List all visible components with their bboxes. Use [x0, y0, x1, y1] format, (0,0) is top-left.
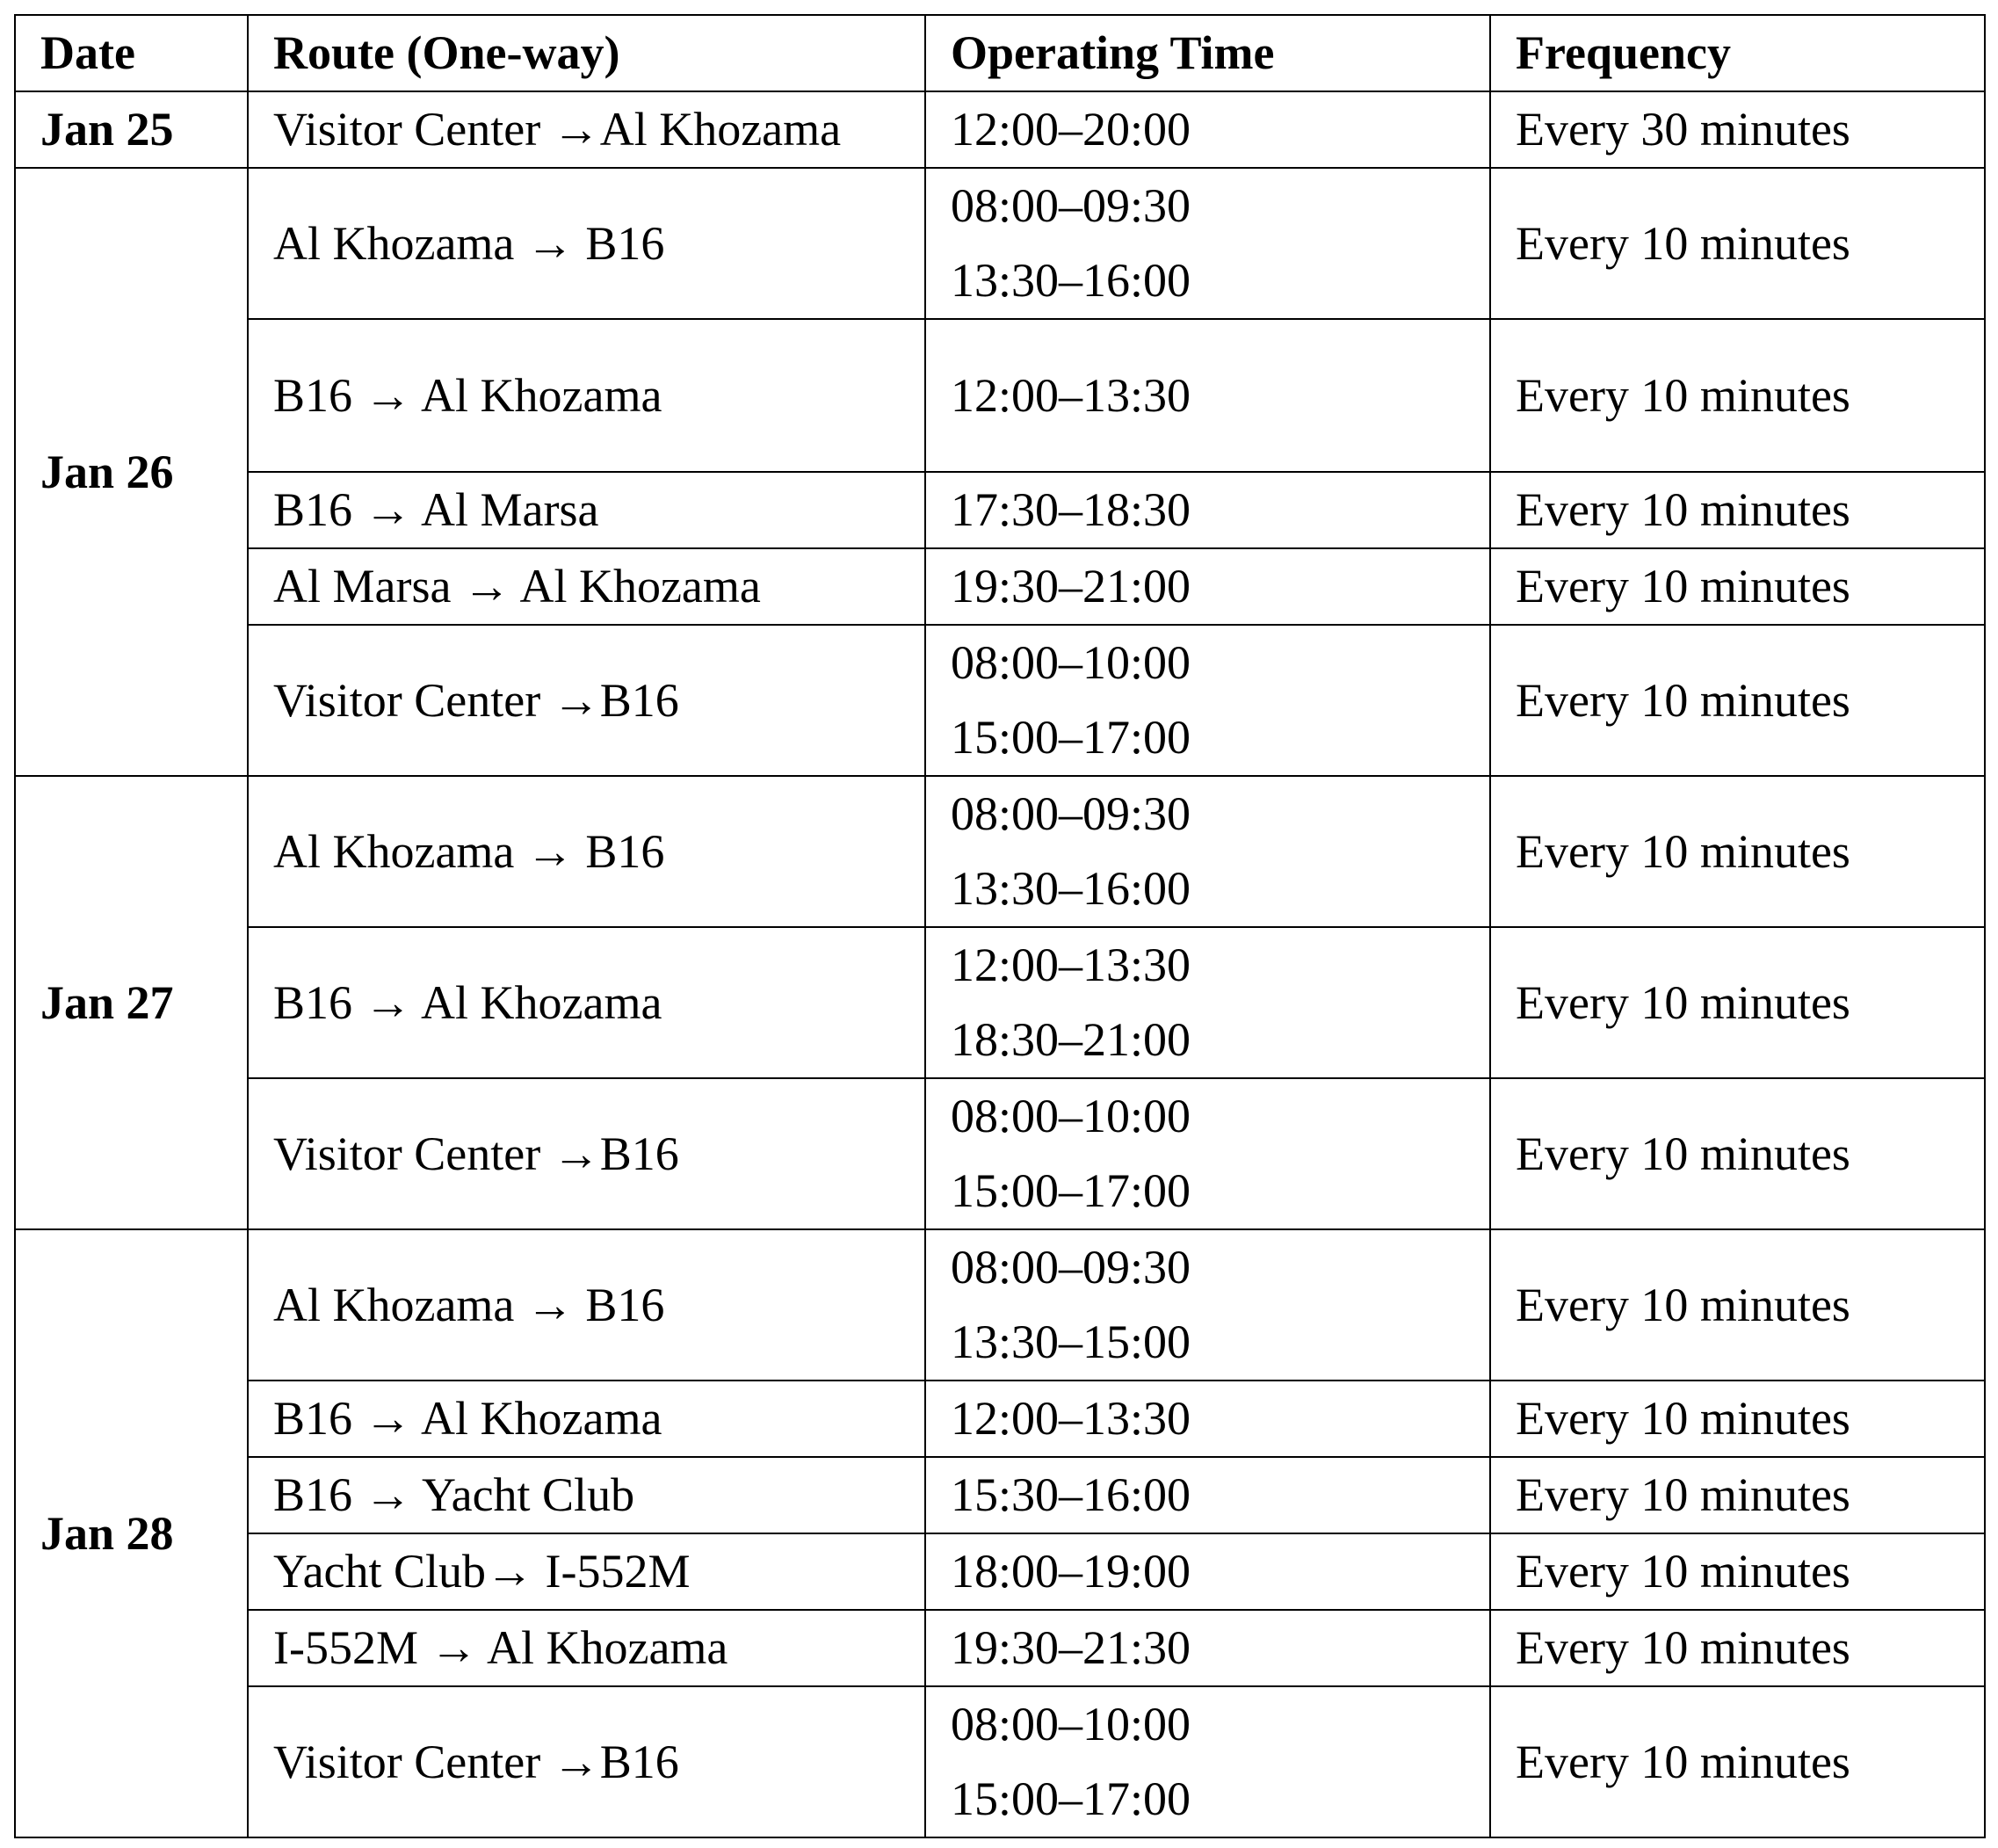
route-cell: Al Khozama → B16 — [248, 1229, 925, 1381]
time-range: 08:00–09:30 — [951, 1241, 1191, 1294]
route-cell: I-552M → Al Khozama — [248, 1610, 925, 1686]
table-row — [15, 319, 1985, 472]
frequency-cell: Every 10 minutes — [1490, 776, 1985, 927]
table-row — [15, 1229, 1985, 1381]
time-range: 15:00–17:00 — [951, 1772, 1191, 1825]
time-range: 08:00–10:00 — [951, 1698, 1191, 1750]
frequency-cell: Every 10 minutes — [1490, 625, 1985, 776]
time-range: 17:30–18:30 — [951, 483, 1191, 536]
route-cell: B16 → Yacht Club — [248, 1457, 925, 1533]
table-row — [15, 548, 1985, 625]
operating-time-cell — [925, 168, 1490, 319]
frequency-cell: Every 10 minutes — [1490, 472, 1985, 548]
operating-time-cell — [925, 319, 1490, 472]
frequency-cell: Every 30 minutes — [1490, 91, 1985, 168]
column-header-route: Route (One-way) — [248, 15, 925, 91]
time-range: 13:30–15:00 — [951, 1315, 1191, 1368]
frequency-cell: Every 10 minutes — [1490, 548, 1985, 625]
table-row — [15, 1381, 1985, 1457]
time-range: 18:00–19:00 — [951, 1545, 1191, 1598]
time-range: 08:00–10:00 — [951, 1090, 1191, 1142]
time-range: 12:00–13:30 — [951, 368, 1191, 422]
route-cell: B16 → Al Khozama — [248, 1381, 925, 1457]
shuttle-schedule-table — [14, 14, 1986, 1838]
time-range: 13:30–16:00 — [951, 862, 1191, 915]
table-row — [15, 168, 1985, 319]
table-row — [15, 1686, 1985, 1837]
time-range: 15:00–17:00 — [951, 711, 1191, 764]
frequency-cell: Every 10 minutes — [1490, 1533, 1985, 1610]
frequency-cell: Every 10 minutes — [1490, 1381, 1985, 1457]
operating-time-cell — [925, 927, 1490, 1078]
time-range: 19:30–21:30 — [951, 1621, 1191, 1674]
time-range: 08:00–10:00 — [951, 636, 1191, 689]
operating-time-cell — [925, 1686, 1490, 1837]
route-cell: Al Khozama → B16 — [248, 168, 925, 319]
time-range: 15:30–16:00 — [951, 1468, 1191, 1521]
operating-time-cell — [925, 1457, 1490, 1533]
date-cell: Jan 26 — [15, 168, 248, 776]
operating-time-cell — [925, 1533, 1490, 1610]
frequency-cell: Every 10 minutes — [1490, 1686, 1985, 1837]
operating-time-cell — [925, 472, 1490, 548]
table-row — [15, 91, 1985, 168]
route-cell: B16 → Al Marsa — [248, 472, 925, 548]
column-header-date: Date — [15, 15, 248, 91]
column-header-operating-time: Operating Time — [925, 15, 1490, 91]
time-range: 12:00–13:30 — [951, 938, 1191, 991]
date-cell: Jan 27 — [15, 776, 248, 1229]
header-row — [15, 15, 1985, 91]
table-row — [15, 927, 1985, 1078]
route-cell: Yacht Club→ I-552M — [248, 1533, 925, 1610]
frequency-cell: Every 10 minutes — [1490, 168, 1985, 319]
route-cell: Visitor Center →B16 — [248, 1686, 925, 1837]
route-cell: B16 → Al Khozama — [248, 319, 925, 472]
date-cell: Jan 28 — [15, 1229, 248, 1837]
frequency-cell: Every 10 minutes — [1490, 1229, 1985, 1381]
frequency-cell: Every 10 minutes — [1490, 1078, 1985, 1229]
frequency-cell: Every 10 minutes — [1490, 927, 1985, 1078]
operating-time-cell — [925, 1610, 1490, 1686]
table-row — [15, 1610, 1985, 1686]
time-range: 18:30–21:00 — [951, 1013, 1191, 1066]
route-cell: B16 → Al Khozama — [248, 927, 925, 1078]
time-range: 13:30–16:00 — [951, 254, 1191, 307]
frequency-cell: Every 10 minutes — [1490, 1457, 1985, 1533]
route-cell: Visitor Center →B16 — [248, 625, 925, 776]
time-range: 08:00–09:30 — [951, 787, 1191, 840]
table-row — [15, 776, 1985, 927]
route-cell: Al Marsa → Al Khozama — [248, 548, 925, 625]
table-row — [15, 1533, 1985, 1610]
frequency-cell: Every 10 minutes — [1490, 1610, 1985, 1686]
route-cell: Visitor Center →B16 — [248, 1078, 925, 1229]
table-row — [15, 1457, 1985, 1533]
table-row — [15, 625, 1985, 776]
operating-time-cell — [925, 1078, 1490, 1229]
time-range: 15:00–17:00 — [951, 1164, 1191, 1217]
operating-time-cell — [925, 625, 1490, 776]
route-cell: Visitor Center →Al Khozama — [248, 91, 925, 168]
time-range: 12:00–20:00 — [951, 103, 1191, 156]
table-row — [15, 1078, 1985, 1229]
route-cell: Al Khozama → B16 — [248, 776, 925, 927]
time-range: 08:00–09:30 — [951, 179, 1191, 232]
operating-time-cell — [925, 1381, 1490, 1457]
time-range: 12:00–13:30 — [951, 1392, 1191, 1445]
date-cell: Jan 25 — [15, 91, 248, 168]
frequency-cell: Every 10 minutes — [1490, 319, 1985, 472]
table-row — [15, 472, 1985, 548]
column-header-frequency: Frequency — [1490, 15, 1985, 91]
operating-time-cell — [925, 548, 1490, 625]
operating-time-cell — [925, 776, 1490, 927]
schedule-body — [15, 91, 1985, 1837]
operating-time-cell — [925, 1229, 1490, 1381]
time-range: 19:30–21:00 — [951, 560, 1191, 612]
operating-time-cell — [925, 91, 1490, 168]
